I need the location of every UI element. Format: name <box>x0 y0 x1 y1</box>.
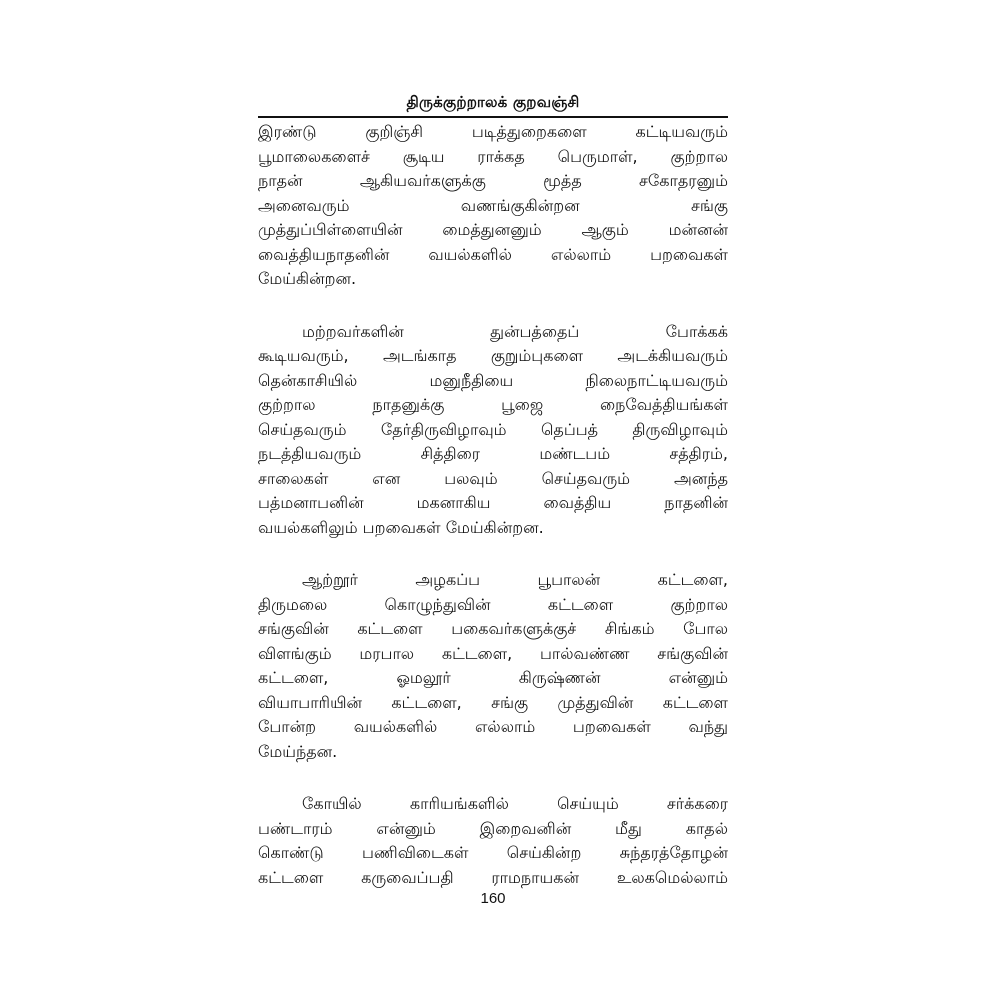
text-line: வயல்களிலும் பறவைகள் மேய்கின்றன. <box>258 517 544 537</box>
text-line: பூமாலைகளைச் சூடிய ராக்கத பெருமாள், குற்றால <box>258 146 728 166</box>
paragraph-3 <box>258 568 728 764</box>
text-line: கூடியவரும், அடங்காத குறும்புகளை அடக்கியவரும் <box>258 346 728 365</box>
text-line: போன்ற வயல்களில் எல்லாம் பறவைகள் வந்து <box>258 717 728 736</box>
text-line: கோயில் காரியங்களில் செய்யும் சர்க்கரை <box>302 794 728 813</box>
paragraph-2 <box>258 320 728 541</box>
text-line: முத்துப்பிள்ளையின் மைத்துனனும் ஆகும் மன்னன் <box>258 220 728 239</box>
text-line: கட்டளை, ஓமலூர் கிருஷ்ணன் என்னும் <box>258 668 728 687</box>
text-line: கட்டளை கருவைப்பதி ராமநாயகன் உலகமெல்லாம் <box>258 867 728 887</box>
text-line: செய்தவரும் தேர்திருவிழாவும் தெப்பத் திருவிழாவும் <box>258 419 728 439</box>
header-rule <box>258 116 728 118</box>
text-line: வைத்தியநாதனின் வயல்களில் எல்லாம் பறவைகள் <box>258 244 728 264</box>
page-number: 160 <box>480 890 506 907</box>
text-line: குற்றால நாதனுக்கு பூஜை நைவேத்தியங்கள் <box>258 395 728 414</box>
text-line: திருமலை கொழுந்துவின் கட்டளை குற்றால <box>258 594 728 614</box>
text-line: மற்றவர்களின் துன்பத்தைப் போக்கக் <box>302 321 728 341</box>
text-line: நாதன் ஆகியவர்களுக்கு மூத்த சகோதரனும் <box>258 171 728 190</box>
text-line: மேய்ந்தன. <box>258 741 338 761</box>
text-line: மேய்கின்றன. <box>258 269 357 288</box>
text-line: வியாபாரியின் கட்டளை, சங்கு முத்துவின் கட்டளை <box>258 692 728 712</box>
text-line: பத்மனாபனின் மகனாகிய வைத்திய நாதனின் <box>258 493 728 512</box>
paragraph-1 <box>258 120 728 292</box>
text-line: நடத்தியவரும் சித்திரை மண்டபம் சத்திரம், <box>258 444 728 463</box>
paragraph-4 <box>258 792 728 890</box>
running-title: திருக்குற்றாலக் குறவஞ்சி <box>406 93 580 111</box>
text-line: அனைவரும் வணங்குகின்றன சங்கு <box>258 195 728 215</box>
text-line: சங்குவின் கட்டளை பகைவர்களுக்குச் சிங்கம் போல <box>258 619 728 638</box>
text-line: கொண்டு பணிவிடைகள் செய்கின்ற சுந்தரத்தோழன் <box>258 843 728 862</box>
text-line: பண்டாரம் என்னும் இறைவனின் மீது காதல் <box>258 818 728 838</box>
text-line: சாலைகள் என பலவும் செய்தவரும் அனந்த <box>258 468 728 488</box>
text-line: விளங்கும் மரபால கட்டளை, பால்வண்ண சங்குவின் <box>258 643 728 663</box>
text-line: இரண்டு குறிஞ்சி படித்துறைகளை கட்டியவரும் <box>258 122 728 141</box>
body-text <box>258 120 728 890</box>
text-line: தென்காசியில் மனுநீதியை நிலைநாட்டியவரும் <box>258 370 728 390</box>
text-line: ஆற்றூர் அழகப்ப பூபாலன் கட்டளை, <box>302 570 728 589</box>
